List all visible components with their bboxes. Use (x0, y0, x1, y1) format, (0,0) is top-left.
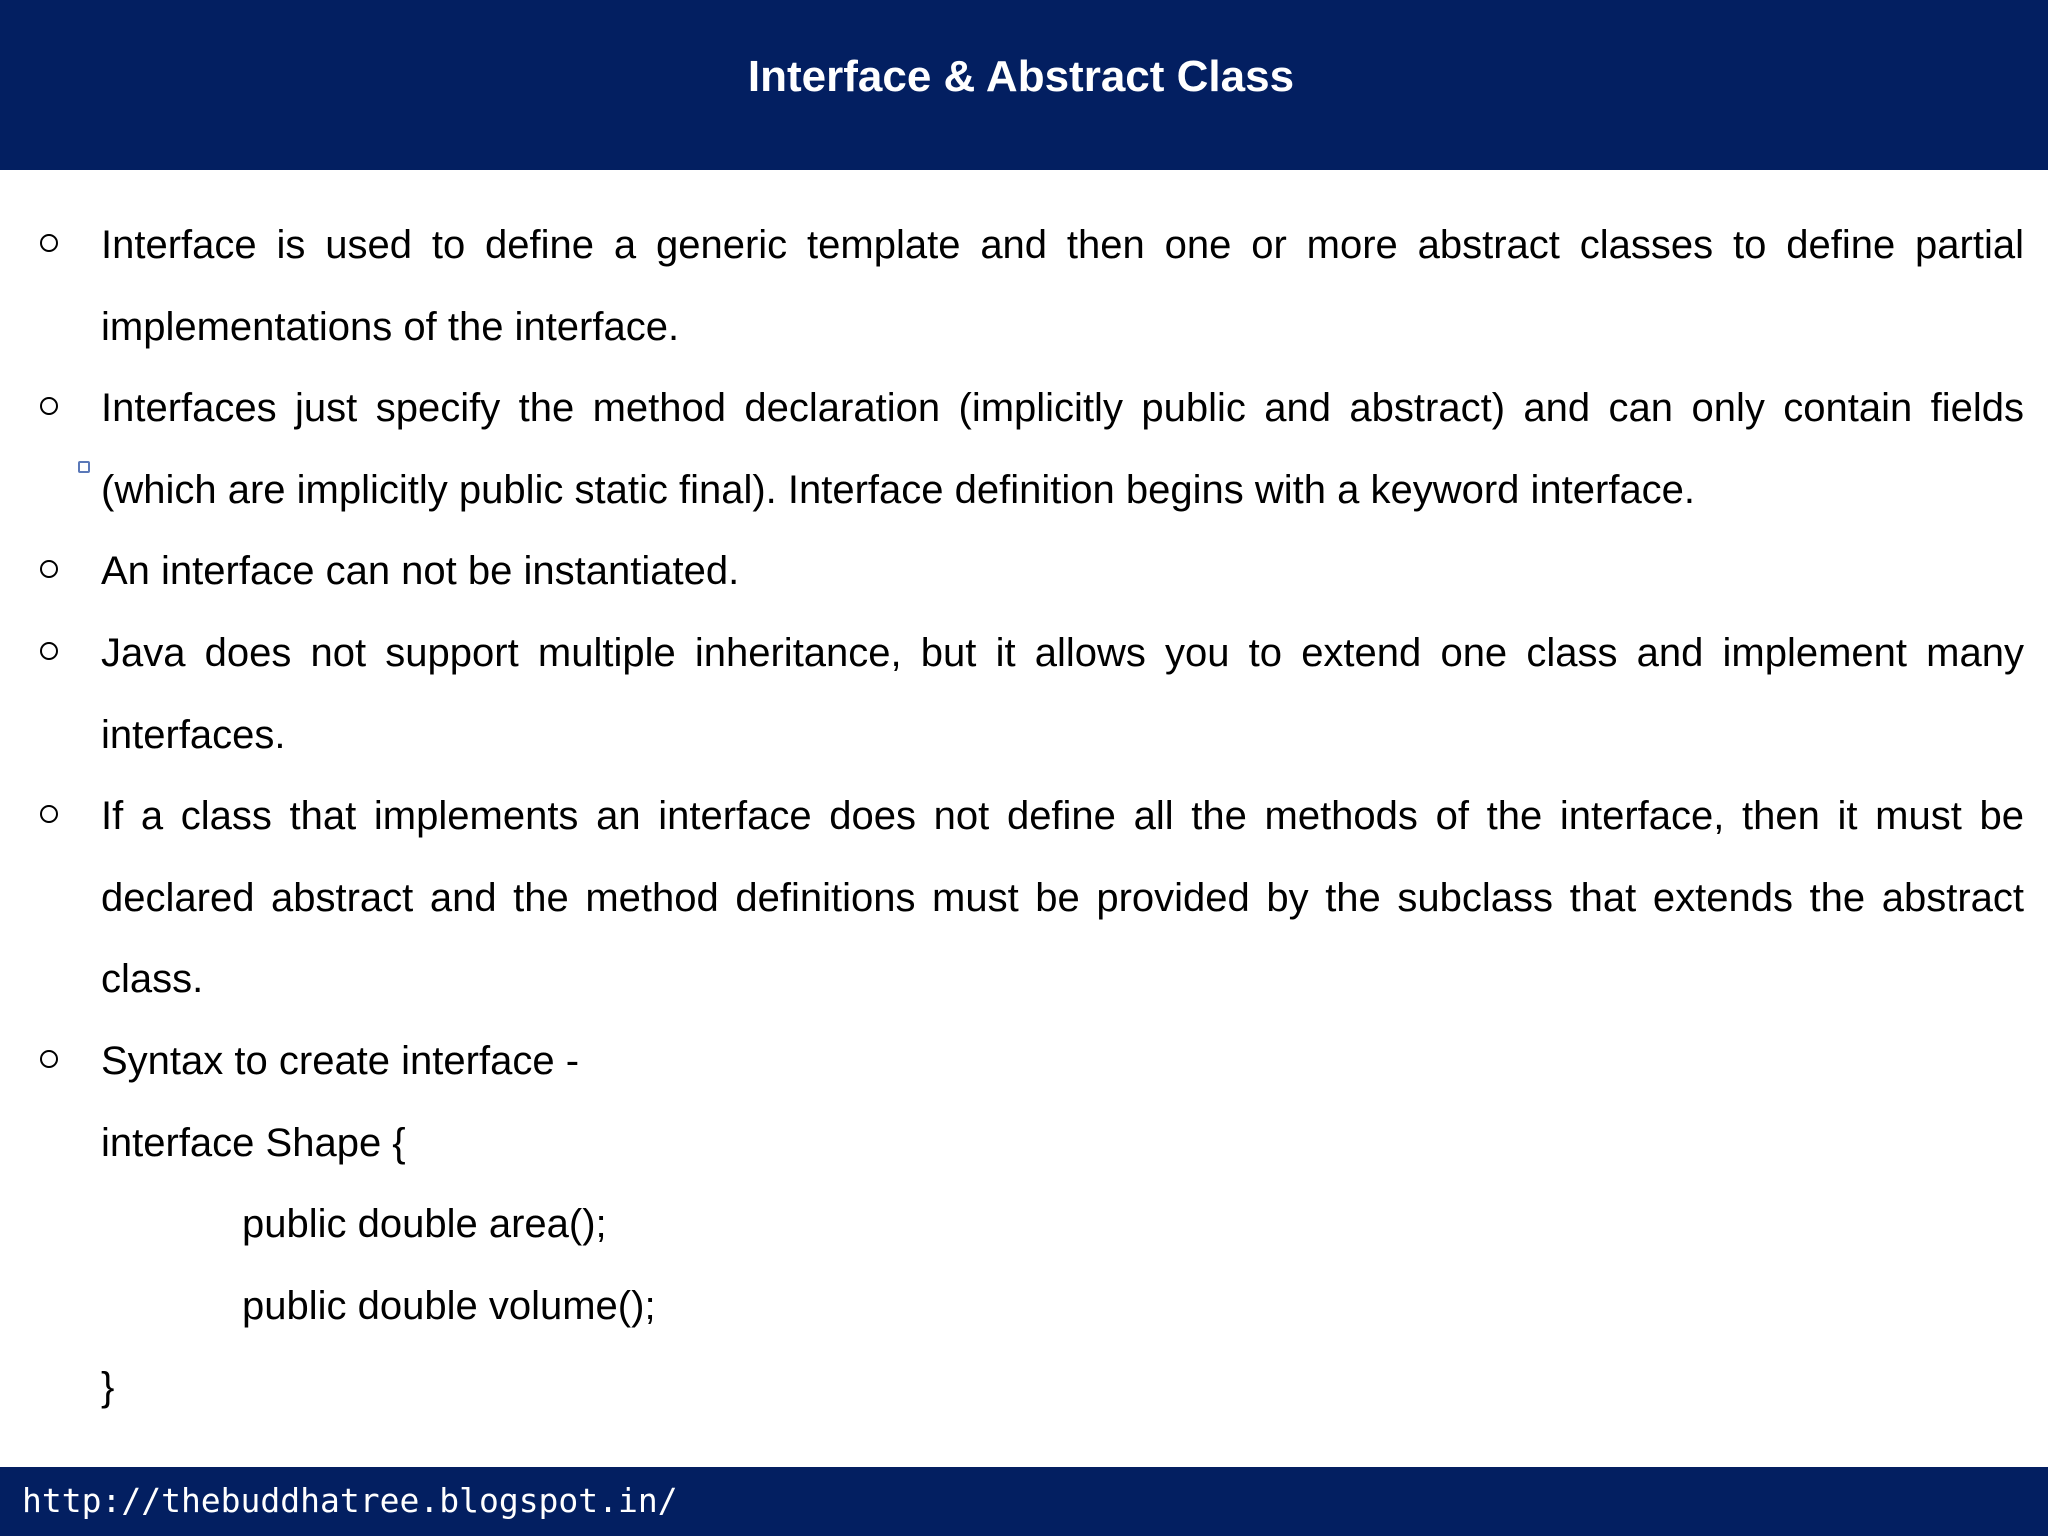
bullet-text: Java does not support multiple inheritance, but it allows you to extend one class and implement many interfaces. (101, 630, 2024, 757)
bullet-text: Interfaces just specify the method declaration (implicitly public and abstract) and can only contain fields (which are implicitly public static final). Interface definition begins with a keyword interface. (101, 386, 2024, 512)
hollow-circle-bullet-icon (40, 1050, 58, 1068)
bullet-item (0, 368, 2048, 531)
bullet-item (0, 1021, 2048, 1103)
code-line: interface Shape { (101, 1120, 406, 1165)
hollow-circle-bullet-icon (40, 397, 58, 415)
footer-bar (0, 1467, 2048, 1536)
bullet-text: An interface can not be instantiated. (101, 549, 740, 594)
hollow-circle-bullet-icon (40, 805, 58, 823)
hollow-circle-bullet-icon (40, 234, 58, 252)
bullet-item (0, 613, 2048, 776)
bullet-text: Interface is used to define a generic template and then one or more abstract classes to define partial implementations of the interface. (101, 223, 2024, 349)
bullet-item (0, 776, 2048, 1021)
code-line: public double volume(); (242, 1283, 656, 1328)
bullet-item (0, 531, 2048, 613)
bullet-text: Syntax to create interface - (101, 1038, 580, 1083)
header-bar (0, 0, 2048, 170)
hollow-circle-bullet-icon (40, 560, 58, 578)
bullet-item (0, 205, 2048, 368)
footer-url[interactable]: http://thebuddhatree.blogspot.in/ (22, 1481, 678, 1520)
content-area (0, 205, 2048, 1429)
code-line: public double area(); (242, 1202, 607, 1247)
bullet-text: If a class that implements an interface does not define all the methods of the interface, then it must be declared abstract and the method definitions must be provided by the subclass that extends the abstract class. (101, 794, 2024, 1002)
code-line: } (101, 1365, 115, 1410)
hollow-circle-bullet-icon (40, 642, 58, 660)
slide-title: Interface & Abstract Class (747, 52, 1295, 101)
